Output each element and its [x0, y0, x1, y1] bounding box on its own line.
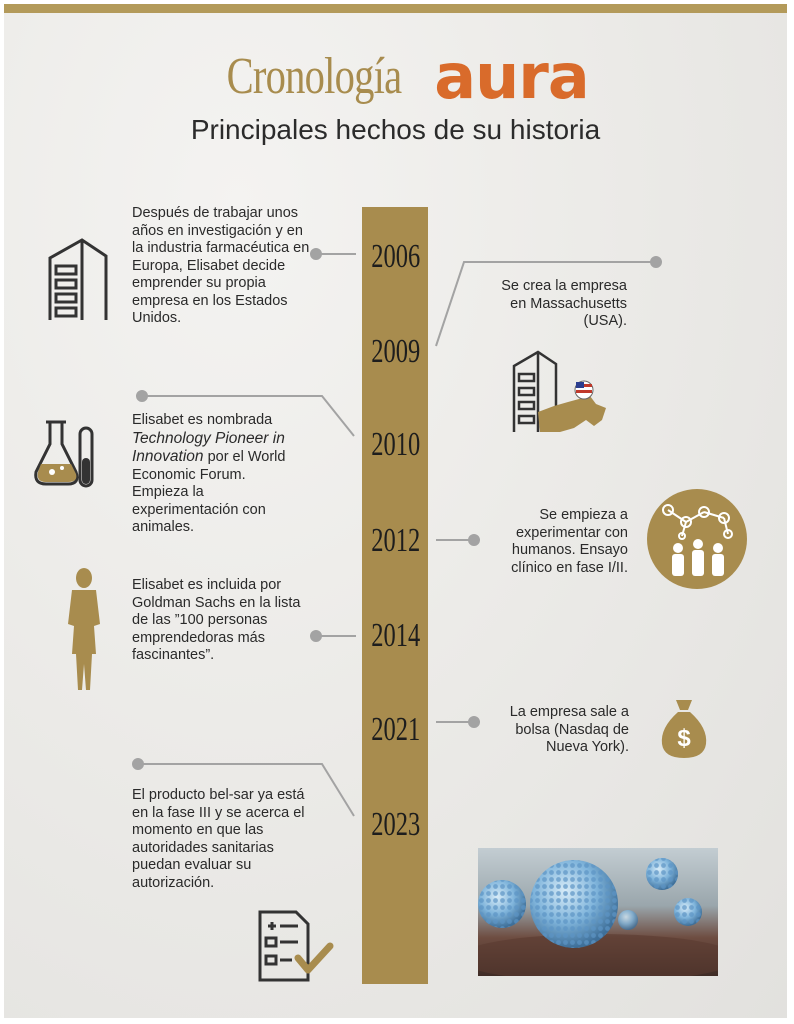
- checklist-icon: [256, 908, 334, 984]
- page-subtitle: Principales hechos de su historia: [190, 114, 601, 145]
- virus-illustration: [478, 848, 718, 976]
- people-network-icon: [646, 488, 748, 590]
- title-brand: aura: [434, 40, 589, 113]
- event-2023-text: El producto bel-sar ya está en la fase III y se acerca el momento en que las autoridades sanitarias puedan evaluar su autorización.: [132, 787, 305, 891]
- money-bag-icon: [660, 698, 708, 760]
- virus-particles: [478, 848, 718, 976]
- event-2006-text: Después de trabajar unos años en investigación y en la industria farmacéutica en Europa, Elisabet decide emprender su propia empresa en los Estados Unidos.: [132, 205, 310, 326]
- year-2014: 2014: [371, 617, 421, 654]
- event-2021-text: La empresa sale a bolsa (Nasdaq de Nueva York).: [509, 704, 629, 755]
- lab-flask-icon: [32, 418, 102, 492]
- event-2012-text: Se empieza a experimentar con humanos. Ensayo clínico en fase I/II.: [511, 507, 628, 576]
- massachusetts-map-icon: [510, 348, 610, 440]
- year-2006: 2006: [371, 238, 421, 275]
- year-2012: 2012: [371, 522, 421, 559]
- year-2010: 2010: [371, 426, 421, 463]
- infographic-page: [4, 4, 787, 1018]
- building-icon: [46, 236, 108, 322]
- year-2023: 2023: [371, 806, 421, 843]
- year-2021: 2021: [371, 711, 421, 748]
- event-2010-text: [132, 412, 302, 537]
- title-word: Cronología: [226, 48, 402, 105]
- businesswoman-icon: [64, 568, 104, 692]
- event-2014-text: Elisabet es incluida por Goldman Sachs en la lista de las ”100 personas emprendedoras más fascinantes”.: [132, 577, 301, 663]
- award-name: Technology Pioneer in Innovation: [132, 429, 285, 465]
- timeline-bar: [362, 207, 428, 984]
- event-2010-text-c: por el World Economic Forum. Empieza la experimentación con animales.: [132, 449, 286, 535]
- event-2009-text: Se crea la empresa en Massachusetts (USA).: [501, 278, 627, 329]
- svg-text:$: $: [677, 725, 691, 752]
- event-2010-text-a: Elisabet es nombrada: [132, 412, 273, 428]
- year-2009: 2009: [371, 333, 421, 370]
